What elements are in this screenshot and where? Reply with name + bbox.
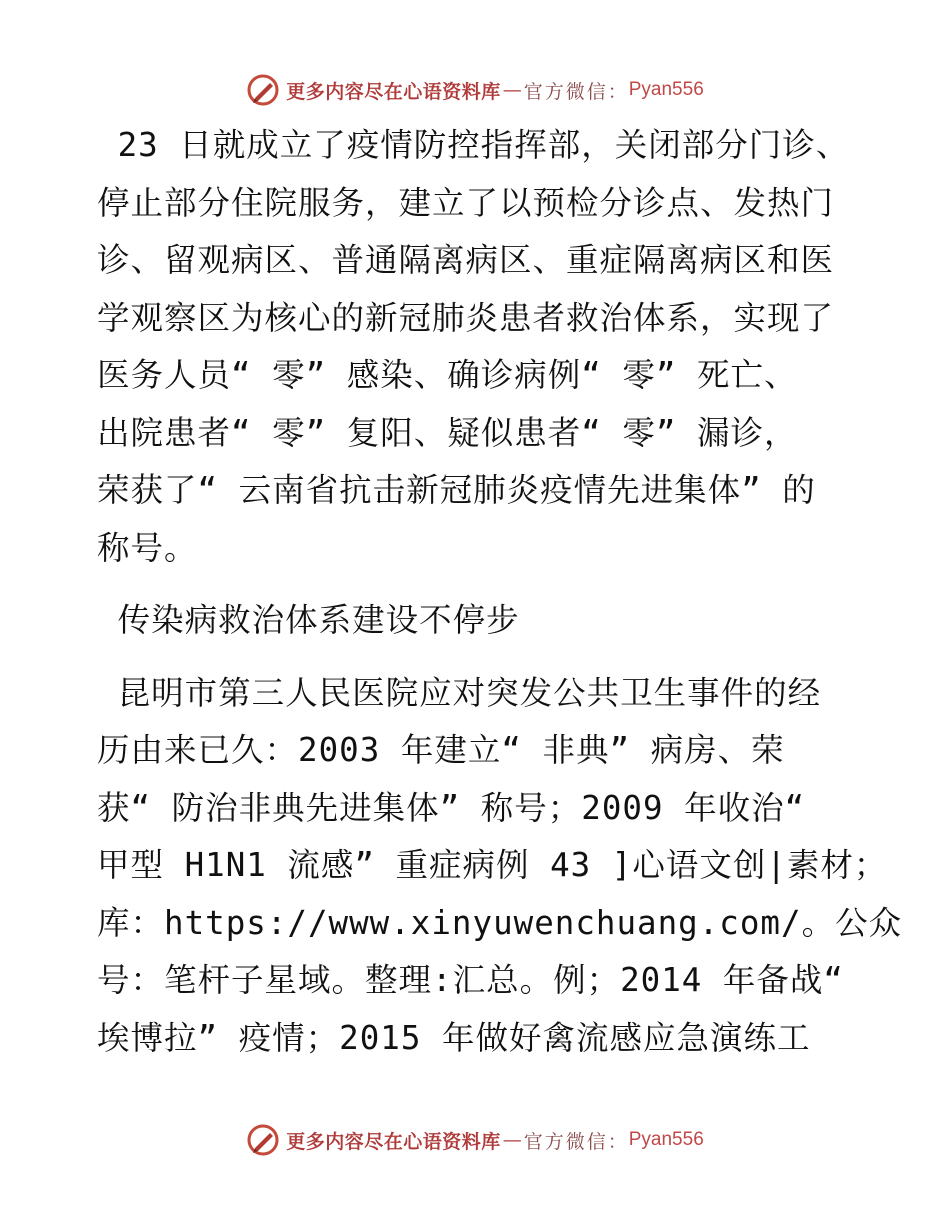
text-line: 称号。 bbox=[97, 528, 198, 567]
text-line: 历由来已久：2003 年建立“ 非典” 病房、荣 bbox=[97, 731, 785, 769]
paragraph-2 bbox=[97, 665, 903, 1068]
text-line: 甲型 H1N1 流感” 重症病例 43 ]心语文创|素材； bbox=[97, 846, 888, 884]
banner-dash: — bbox=[502, 1129, 522, 1151]
banner-wechat-id: Pyan556 bbox=[628, 1129, 704, 1150]
text-line: 23 日就成立了疫情防控指挥部，关闭部分门诊、 bbox=[97, 126, 850, 164]
document-body bbox=[97, 117, 903, 1067]
text-line: 埃博拉” 疫情；2015 年做好禽流感应急演练工 bbox=[97, 1018, 811, 1057]
pen-logo-icon bbox=[246, 1123, 280, 1157]
pen-logo-icon bbox=[246, 73, 280, 107]
paragraph-1 bbox=[97, 117, 857, 577]
banner-wechat-label: 官方微信： bbox=[523, 1130, 629, 1153]
section-heading: 传染病救治体系建设不停步 bbox=[97, 601, 520, 639]
text-line: 停止部分住院服务，建立了以预检分诊点、发热门 bbox=[97, 183, 835, 222]
banner-dash: — bbox=[502, 79, 522, 101]
banner-wechat-id: Pyan556 bbox=[628, 79, 704, 100]
footer-watermark-banner bbox=[0, 1123, 950, 1157]
text-line: 医务人员“ 零” 感染、确诊病例“ 零” 死亡、 bbox=[97, 356, 798, 394]
text-line: 出院患者“ 零” 复阳、疑似患者“ 零” 漏诊， bbox=[97, 413, 798, 452]
header-watermark-banner bbox=[0, 73, 950, 107]
text-line: 昆明市第三人民医院应对突发公共卫生事件的经 bbox=[97, 673, 822, 712]
banner-title: 更多内容尽在心语资料库 bbox=[286, 80, 501, 103]
text-line: 获“ 防治非典先进集体” 称号；2009 年收治“ bbox=[97, 788, 806, 827]
text-line: 荣获了“ 云南省抗击新冠肺炎疫情先进集体” 的 bbox=[97, 471, 816, 509]
banner-title: 更多内容尽在心语资料库 bbox=[286, 1130, 501, 1153]
text-line: 学观察区为核心的新冠肺炎患者救治体系，实现了 bbox=[97, 298, 835, 337]
text-line: 库：https://www.xinyuwenchuang.com/。公众 bbox=[97, 903, 903, 942]
banner-wechat-label: 官方微信： bbox=[523, 80, 629, 103]
text-line: 诊、留观病区、普通隔离病区、重症隔离病区和医 bbox=[97, 241, 835, 279]
text-line: 号：笔杆子星域。整理:汇总。例；2014 年备战“ bbox=[97, 961, 844, 999]
